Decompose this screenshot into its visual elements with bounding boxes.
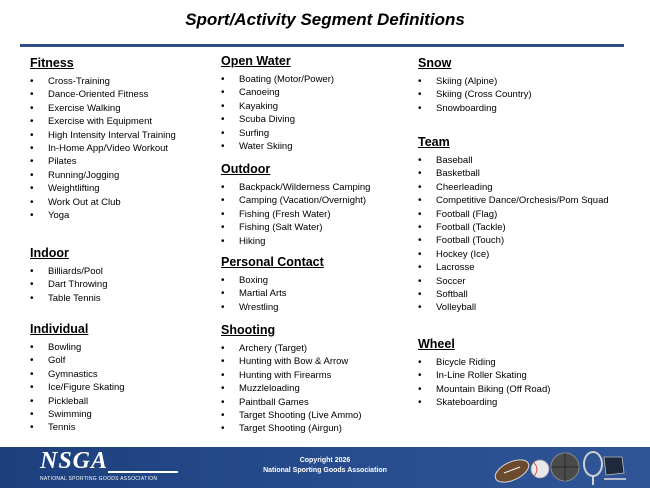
list-item: • Archery (Target) <box>221 342 362 355</box>
list-item: • Billiards/Pool <box>30 265 108 278</box>
list-item: • Martial Arts <box>221 287 324 300</box>
list-item: • Canoeing <box>221 86 334 99</box>
list-item: • Water Skiing <box>221 140 334 153</box>
list-item: • Golf <box>30 354 125 367</box>
section-heading: Individual <box>30 322 89 336</box>
section-heading: Team <box>418 135 450 149</box>
list-item: • Exercise with Equipment <box>30 115 176 128</box>
list-item: • Cheerleading <box>418 181 609 194</box>
list-item: • Pickleball <box>30 395 125 408</box>
list-item: • Baseball <box>418 154 609 167</box>
list-item: • Lacrosse <box>418 261 609 274</box>
list-item: • Skiing (Alpine) <box>418 75 532 88</box>
sports-equipment-image <box>490 449 630 486</box>
section-list <box>221 342 362 436</box>
list-item: • Running/Jogging <box>30 169 176 182</box>
section-heading: Wheel <box>418 337 455 351</box>
list-item: • Fishing (Salt Water) <box>221 221 370 234</box>
list-item: • Muzzleloading <box>221 382 362 395</box>
section-list <box>30 265 108 305</box>
list-item: • Gymnastics <box>30 368 125 381</box>
section-personal-contact <box>221 255 324 314</box>
list-item: • Scuba Diving <box>221 113 334 126</box>
section-list <box>30 75 176 222</box>
title-divider <box>20 44 624 47</box>
list-item: • Target Shooting (Airgun) <box>221 422 362 435</box>
section-shooting <box>221 323 362 436</box>
list-item: • Work Out at Club <box>30 196 176 209</box>
footer-bar <box>0 447 650 488</box>
section-list <box>221 274 324 314</box>
list-item: • Snowboarding <box>418 102 532 115</box>
list-item: • Fishing (Fresh Water) <box>221 208 370 221</box>
list-item: • Table Tennis <box>30 292 108 305</box>
section-list <box>418 75 532 115</box>
list-item: • Bowling <box>30 341 125 354</box>
logo-wordmark: NSGA <box>40 448 109 474</box>
list-item: • In-Home App/Video Workout <box>30 142 176 155</box>
section-list <box>221 73 334 153</box>
racket-icon <box>584 452 602 476</box>
logo-subtitle: NATIONAL SPORTING GOODS ASSOCIATION <box>40 476 158 482</box>
list-item: • Competitive Dance/Orchesis/Pom Squad <box>418 194 609 207</box>
list-item: • Wrestling <box>221 301 324 314</box>
list-item: • Target Shooting (Live Ammo) <box>221 409 362 422</box>
list-item: • Hiking <box>221 235 370 248</box>
list-item: • Backpack/Wilderness Camping <box>221 181 370 194</box>
list-item: • Hockey (Ice) <box>418 248 609 261</box>
list-item: • High Intensity Interval Training <box>30 129 176 142</box>
list-item: • Yoga <box>30 209 176 222</box>
list-item: • Volleyball <box>418 301 609 314</box>
section-individual <box>30 322 125 435</box>
section-heading: Fitness <box>30 56 74 70</box>
football-icon <box>492 455 532 486</box>
list-item: • Exercise Walking <box>30 102 176 115</box>
list-item: • Weightlifting <box>30 182 176 195</box>
list-item: • Tennis <box>30 421 125 434</box>
list-item: • Skiing (Cross Country) <box>418 88 532 101</box>
section-list <box>221 181 370 248</box>
section-open-water <box>221 54 334 153</box>
list-item: • Football (Touch) <box>418 234 609 247</box>
list-item: • Bicycle Riding <box>418 356 550 369</box>
section-heading: Outdoor <box>221 162 271 176</box>
list-item: • Paintball Games <box>221 396 362 409</box>
section-snow <box>418 56 532 115</box>
list-item: • Swimming <box>30 408 125 421</box>
list-item: • Football (Flag) <box>418 208 609 221</box>
list-item: • Pilates <box>30 155 176 168</box>
list-item: • Skateboarding <box>418 396 550 409</box>
list-item: • Softball <box>418 288 609 301</box>
list-item: • Camping (Vacation/Overnight) <box>221 194 370 207</box>
section-outdoor <box>221 162 370 248</box>
list-item: • Boating (Motor/Power) <box>221 73 334 86</box>
section-heading: Snow <box>418 56 452 70</box>
list-item: • Kayaking <box>221 100 334 113</box>
section-list <box>418 356 550 410</box>
section-heading: Personal Contact <box>221 255 324 269</box>
list-item: • Cross-Training <box>30 75 176 88</box>
section-wheel <box>418 337 550 410</box>
copyright-year: Copyright 2026 <box>299 457 351 464</box>
list-item: • Football (Tackle) <box>418 221 609 234</box>
list-item: • Dance-Oriented Fitness <box>30 88 176 101</box>
list-item: • Basketball <box>418 167 609 180</box>
section-list <box>418 154 609 315</box>
section-fitness <box>30 56 176 222</box>
section-heading: Open Water <box>221 54 291 68</box>
list-item: • Ice/Figure Skating <box>30 381 125 394</box>
section-team <box>418 135 609 315</box>
list-item: • Hunting with Firearms <box>221 369 362 382</box>
list-item: • In-Line Roller Skating <box>418 369 550 382</box>
page-title: Sport/Activity Segment Definitions <box>185 10 465 29</box>
section-heading: Indoor <box>30 246 69 260</box>
baseball-icon <box>531 460 549 478</box>
section-heading: Shooting <box>221 323 276 337</box>
list-item: • Surfing <box>221 127 334 140</box>
list-item: • Mountain Biking (Off Road) <box>418 383 550 396</box>
skate-icon <box>604 457 624 475</box>
list-item: • Hunting with Bow & Arrow <box>221 355 362 368</box>
section-list <box>30 341 125 435</box>
list-item: • Boxing <box>221 274 324 287</box>
copyright-org: National Sporting Goods Association <box>263 467 387 474</box>
list-item: • Dart Throwing <box>30 278 108 291</box>
list-item: • Soccer <box>418 275 609 288</box>
section-indoor <box>30 246 108 305</box>
